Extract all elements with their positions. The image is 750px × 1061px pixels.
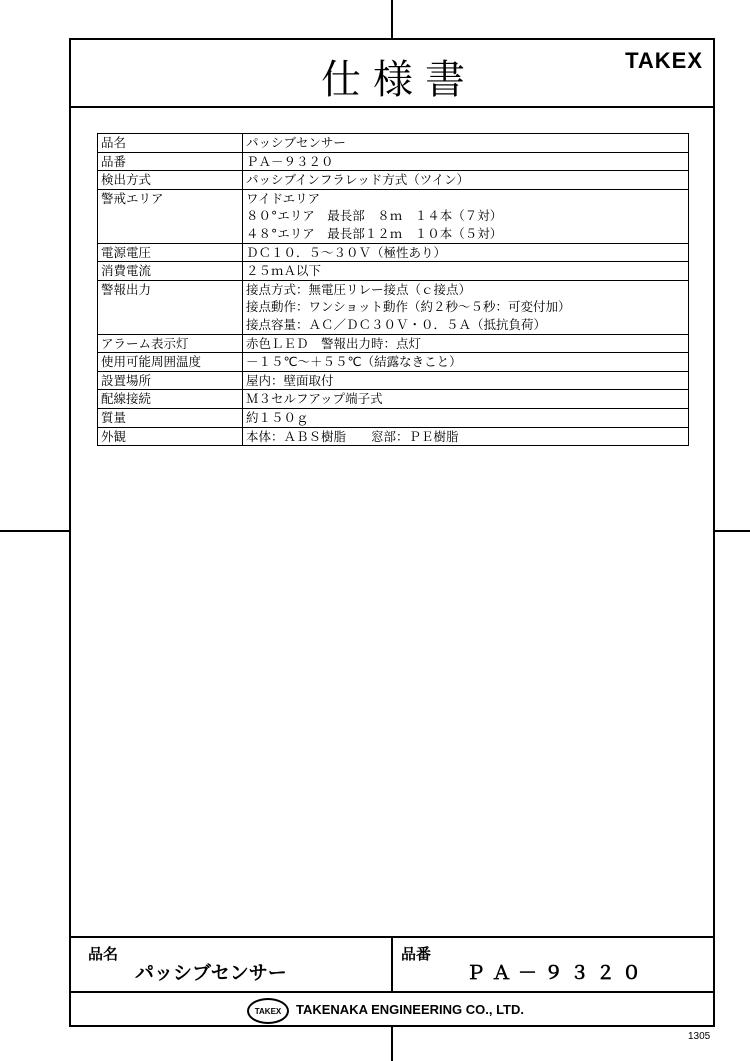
- document-title: 仕様書: [321, 57, 477, 103]
- product-number-value: ＰＡ－９３２０: [466, 962, 649, 984]
- spec-label: 設置場所: [98, 371, 243, 390]
- spec-label: 警戒エリア: [98, 189, 243, 243]
- spec-value: 約１５０ｇ: [246, 409, 309, 425]
- spec-row: [98, 189, 689, 243]
- page-number: 1305: [688, 1031, 711, 1042]
- crop-mark-right: [713, 530, 750, 532]
- sheet-header: [71, 40, 713, 108]
- spec-label: 警報出力: [98, 280, 243, 334]
- spec-value: ２５ｍＡ以下: [246, 263, 322, 279]
- spec-row: [98, 390, 689, 409]
- spec-value-cell: [243, 262, 689, 281]
- company-logo: TAKEX: [247, 998, 289, 1024]
- spec-table-body: [98, 134, 689, 446]
- spec-value: 接点方式：無電圧リレー接点（ｃ接点）: [246, 281, 472, 297]
- product-name-value: パッシブセンサー: [135, 962, 287, 984]
- product-name-label: 品名: [88, 945, 119, 963]
- spec-value: 接点動作：ワンショット動作（約２秒～５秒：可変付加）: [246, 299, 571, 315]
- spec-label: 外観: [98, 427, 243, 446]
- product-number-label: 品番: [401, 945, 432, 963]
- spec-value-cell: [243, 134, 689, 153]
- spec-value: －１５℃～＋５５℃（結露なきこと）: [246, 354, 462, 370]
- spec-table: [97, 133, 689, 446]
- spec-row: [98, 280, 689, 334]
- crop-mark-left: [0, 530, 70, 532]
- spec-label: 電源電圧: [98, 243, 243, 262]
- spec-value: 赤色ＬＥＤ 警報出力時：点灯: [246, 335, 422, 351]
- spec-value: パッシブセンサー: [246, 135, 346, 150]
- spec-value-cell: [243, 189, 689, 243]
- spec-row: [98, 427, 689, 446]
- title-block: [71, 936, 713, 1027]
- spec-value: パッシブインフラレッド方式（ツイン）: [246, 172, 470, 188]
- spec-value-cell: [243, 408, 689, 427]
- spec-row: [98, 371, 689, 390]
- spec-row: [98, 243, 689, 262]
- spec-value: 接点容量：ＡＣ／ＤＣ３０Ｖ・０．５Ａ（抵抗負荷）: [246, 316, 547, 332]
- spec-label: 質量: [98, 408, 243, 427]
- spec-value: ＰＡ－９３２０: [246, 153, 334, 169]
- spec-value-cell: [243, 371, 689, 390]
- spec-row: [98, 134, 689, 153]
- spec-value-cell: [243, 243, 689, 262]
- spec-value: ワイドエリア: [246, 190, 321, 206]
- spec-value: ４８°エリア 最長部１２ｍ １０本（５対）: [246, 225, 503, 241]
- spec-label: 消費電流: [98, 262, 243, 281]
- spec-value: ＤＣ１０．５～３０Ｖ（極性あり）: [246, 244, 447, 260]
- spec-value: 屋内：壁面取付: [246, 372, 334, 388]
- spec-value-cell: [243, 390, 689, 409]
- spec-value-cell: [243, 152, 689, 171]
- spec-row: [98, 262, 689, 281]
- spec-value-cell: [243, 280, 689, 334]
- spec-row: [98, 334, 689, 353]
- brand-logo: TAKEX: [625, 48, 703, 73]
- spec-value: Ｍ３セルフアップ端子式: [246, 391, 383, 407]
- spec-row: [98, 408, 689, 427]
- spec-row: [98, 353, 689, 372]
- spec-label: アラーム表示灯: [98, 334, 243, 353]
- crop-mark-bottom: [391, 1027, 393, 1061]
- spec-row: [98, 171, 689, 190]
- spec-label: 使用可能周囲温度: [98, 353, 243, 372]
- title-block-row: [71, 938, 713, 993]
- company-name: TAKENAKA ENGINEERING CO., LTD.: [296, 1002, 524, 1017]
- spec-label: 検出方式: [98, 171, 243, 190]
- spec-value: ８０°エリア 最長部 ８ｍ １４本（７対）: [246, 208, 503, 224]
- spec-value-cell: [243, 427, 689, 446]
- spec-value-cell: [243, 171, 689, 190]
- spec-label: 品番: [98, 152, 243, 171]
- spec-label: 配線接続: [98, 390, 243, 409]
- spec-row: [98, 152, 689, 171]
- spec-label: 品名: [98, 134, 243, 153]
- spec-value-cell: [243, 353, 689, 372]
- spec-value-cell: [243, 334, 689, 353]
- spec-value: 本体：ＡＢＳ樹脂 窓部：ＰＥ樹脂: [246, 428, 459, 444]
- spec-sheet: [69, 38, 715, 1027]
- crop-mark-top: [391, 0, 393, 38]
- title-block-divider: [391, 938, 393, 991]
